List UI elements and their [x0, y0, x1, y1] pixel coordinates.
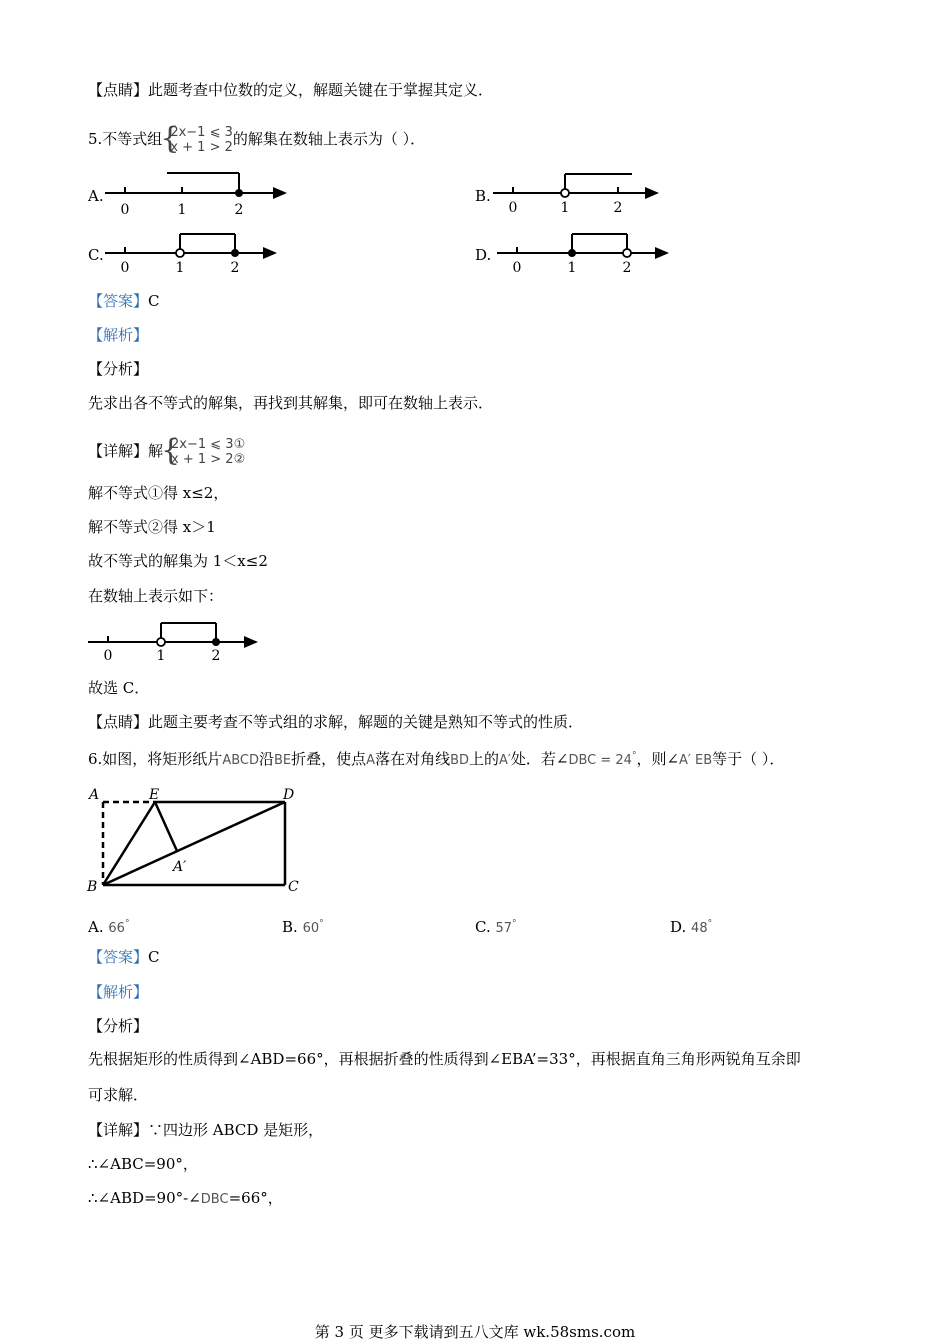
rectangle-fold-figure: [85, 785, 310, 900]
q6-option-a: A. 66°: [88, 918, 130, 936]
q5-option-a-number-line: [105, 168, 295, 218]
tick-label: 1: [560, 200, 570, 216]
solution-number-line: [88, 617, 278, 667]
tick-label: 1: [175, 260, 185, 276]
tick-label: 0: [103, 648, 113, 664]
tick-label: 1: [156, 648, 166, 664]
q5-option-a-label: A.: [88, 187, 104, 205]
tick-label: 0: [512, 260, 522, 276]
jiexi-5: 【解析】: [88, 326, 149, 344]
step-4: 在数轴上表示如下：: [88, 587, 224, 605]
q6-option-b: B. 60°: [282, 918, 324, 936]
tick-label: 0: [120, 260, 130, 276]
step-3: 故不等式的解集为 1＜x≤2: [88, 552, 268, 570]
q5-option-b-label: B.: [475, 187, 491, 205]
dianjing-5: 【点睛】此题主要考查不等式组的求解，解题的关键是熟知不等式的性质．: [88, 713, 584, 731]
tick-label: 2: [211, 648, 221, 664]
detail-6-line2: ∴∠ABC=90°，: [88, 1155, 198, 1173]
label-D: D: [283, 787, 295, 803]
q6-option-c: C. 57°: [475, 918, 517, 936]
q5-option-c-label: C.: [88, 246, 104, 264]
detail-inequality-system: { 2x−1 ⩽ 3① x + 1 > 2②: [163, 437, 245, 467]
question-6: 6.如图，将矩形纸片ABCD沿BE折叠，使点A落在对角线BD上的A′处．若∠DBC = 24°，则∠A′ EB等于（ ）．: [88, 750, 785, 768]
analysis-6-line2: 可求解．: [88, 1086, 149, 1104]
q5-option-d-label: D.: [475, 246, 492, 264]
step-1: 解不等式①得 x≤2，: [88, 484, 229, 502]
tick-label: 2: [613, 200, 623, 216]
jiexi-6: 【解析】: [88, 983, 149, 1001]
inequality-system: { 2x−1 ⩽ 3 x + 1 > 2: [162, 125, 233, 155]
analysis-5: 先求出各不等式的解集，再找到其解集，即可在数轴上表示．: [88, 394, 494, 412]
label-E: E: [149, 787, 160, 803]
detail-6-line3: ∴∠ABD=90°-∠DBC=66°，: [88, 1189, 283, 1207]
tick-label: 0: [508, 200, 518, 216]
tick-label: 2: [622, 260, 632, 276]
label-C: C: [288, 879, 299, 895]
choose-5: 故选 C．: [88, 679, 150, 697]
tick-label: 1: [177, 202, 187, 218]
fenxi-5: 【分析】: [88, 360, 149, 378]
dianjing-q4: 【点睛】此题考查中位数的定义，解题关键在于掌握其定义．: [88, 81, 494, 99]
q6-option-d: D. 48°: [670, 918, 713, 936]
detail-5: 【详解】解{ 2x−1 ⩽ 3① x + 1 > 2②: [88, 437, 245, 467]
label-A-prime: A′: [173, 859, 187, 875]
tick-label: 0: [120, 202, 130, 218]
step-2: 解不等式②得 x＞1: [88, 518, 216, 536]
tick-label: 1: [567, 260, 577, 276]
q5-option-b-number-line: [493, 168, 673, 218]
label-A: A: [89, 787, 100, 803]
detail-6-line1: 【详解】∵四边形 ABCD 是矩形，: [88, 1121, 324, 1139]
answer-5: 【答案】C: [88, 292, 160, 310]
question-5: 5.不等式组{ 2x−1 ⩽ 3 x + 1 > 2的解集在数轴上表示为（ ）．: [88, 125, 425, 155]
fenxi-6: 【分析】: [88, 1017, 149, 1035]
answer-6: 【答案】C: [88, 948, 160, 966]
label-B: B: [87, 879, 98, 895]
analysis-6-line1: 先根据矩形的性质得到∠ABD=66°，再根据折叠的性质得到∠EBA’=33°，再根据直角三角形两锐角互余即: [88, 1050, 801, 1068]
q5-option-c-number-line: [105, 228, 295, 278]
tick-label: 2: [230, 260, 240, 276]
page-footer: 第 3 页 更多下载请到五八文库 wk.58sms.com: [314, 1323, 636, 1341]
tick-label: 2: [234, 202, 244, 218]
q5-option-d-number-line: [497, 228, 677, 278]
